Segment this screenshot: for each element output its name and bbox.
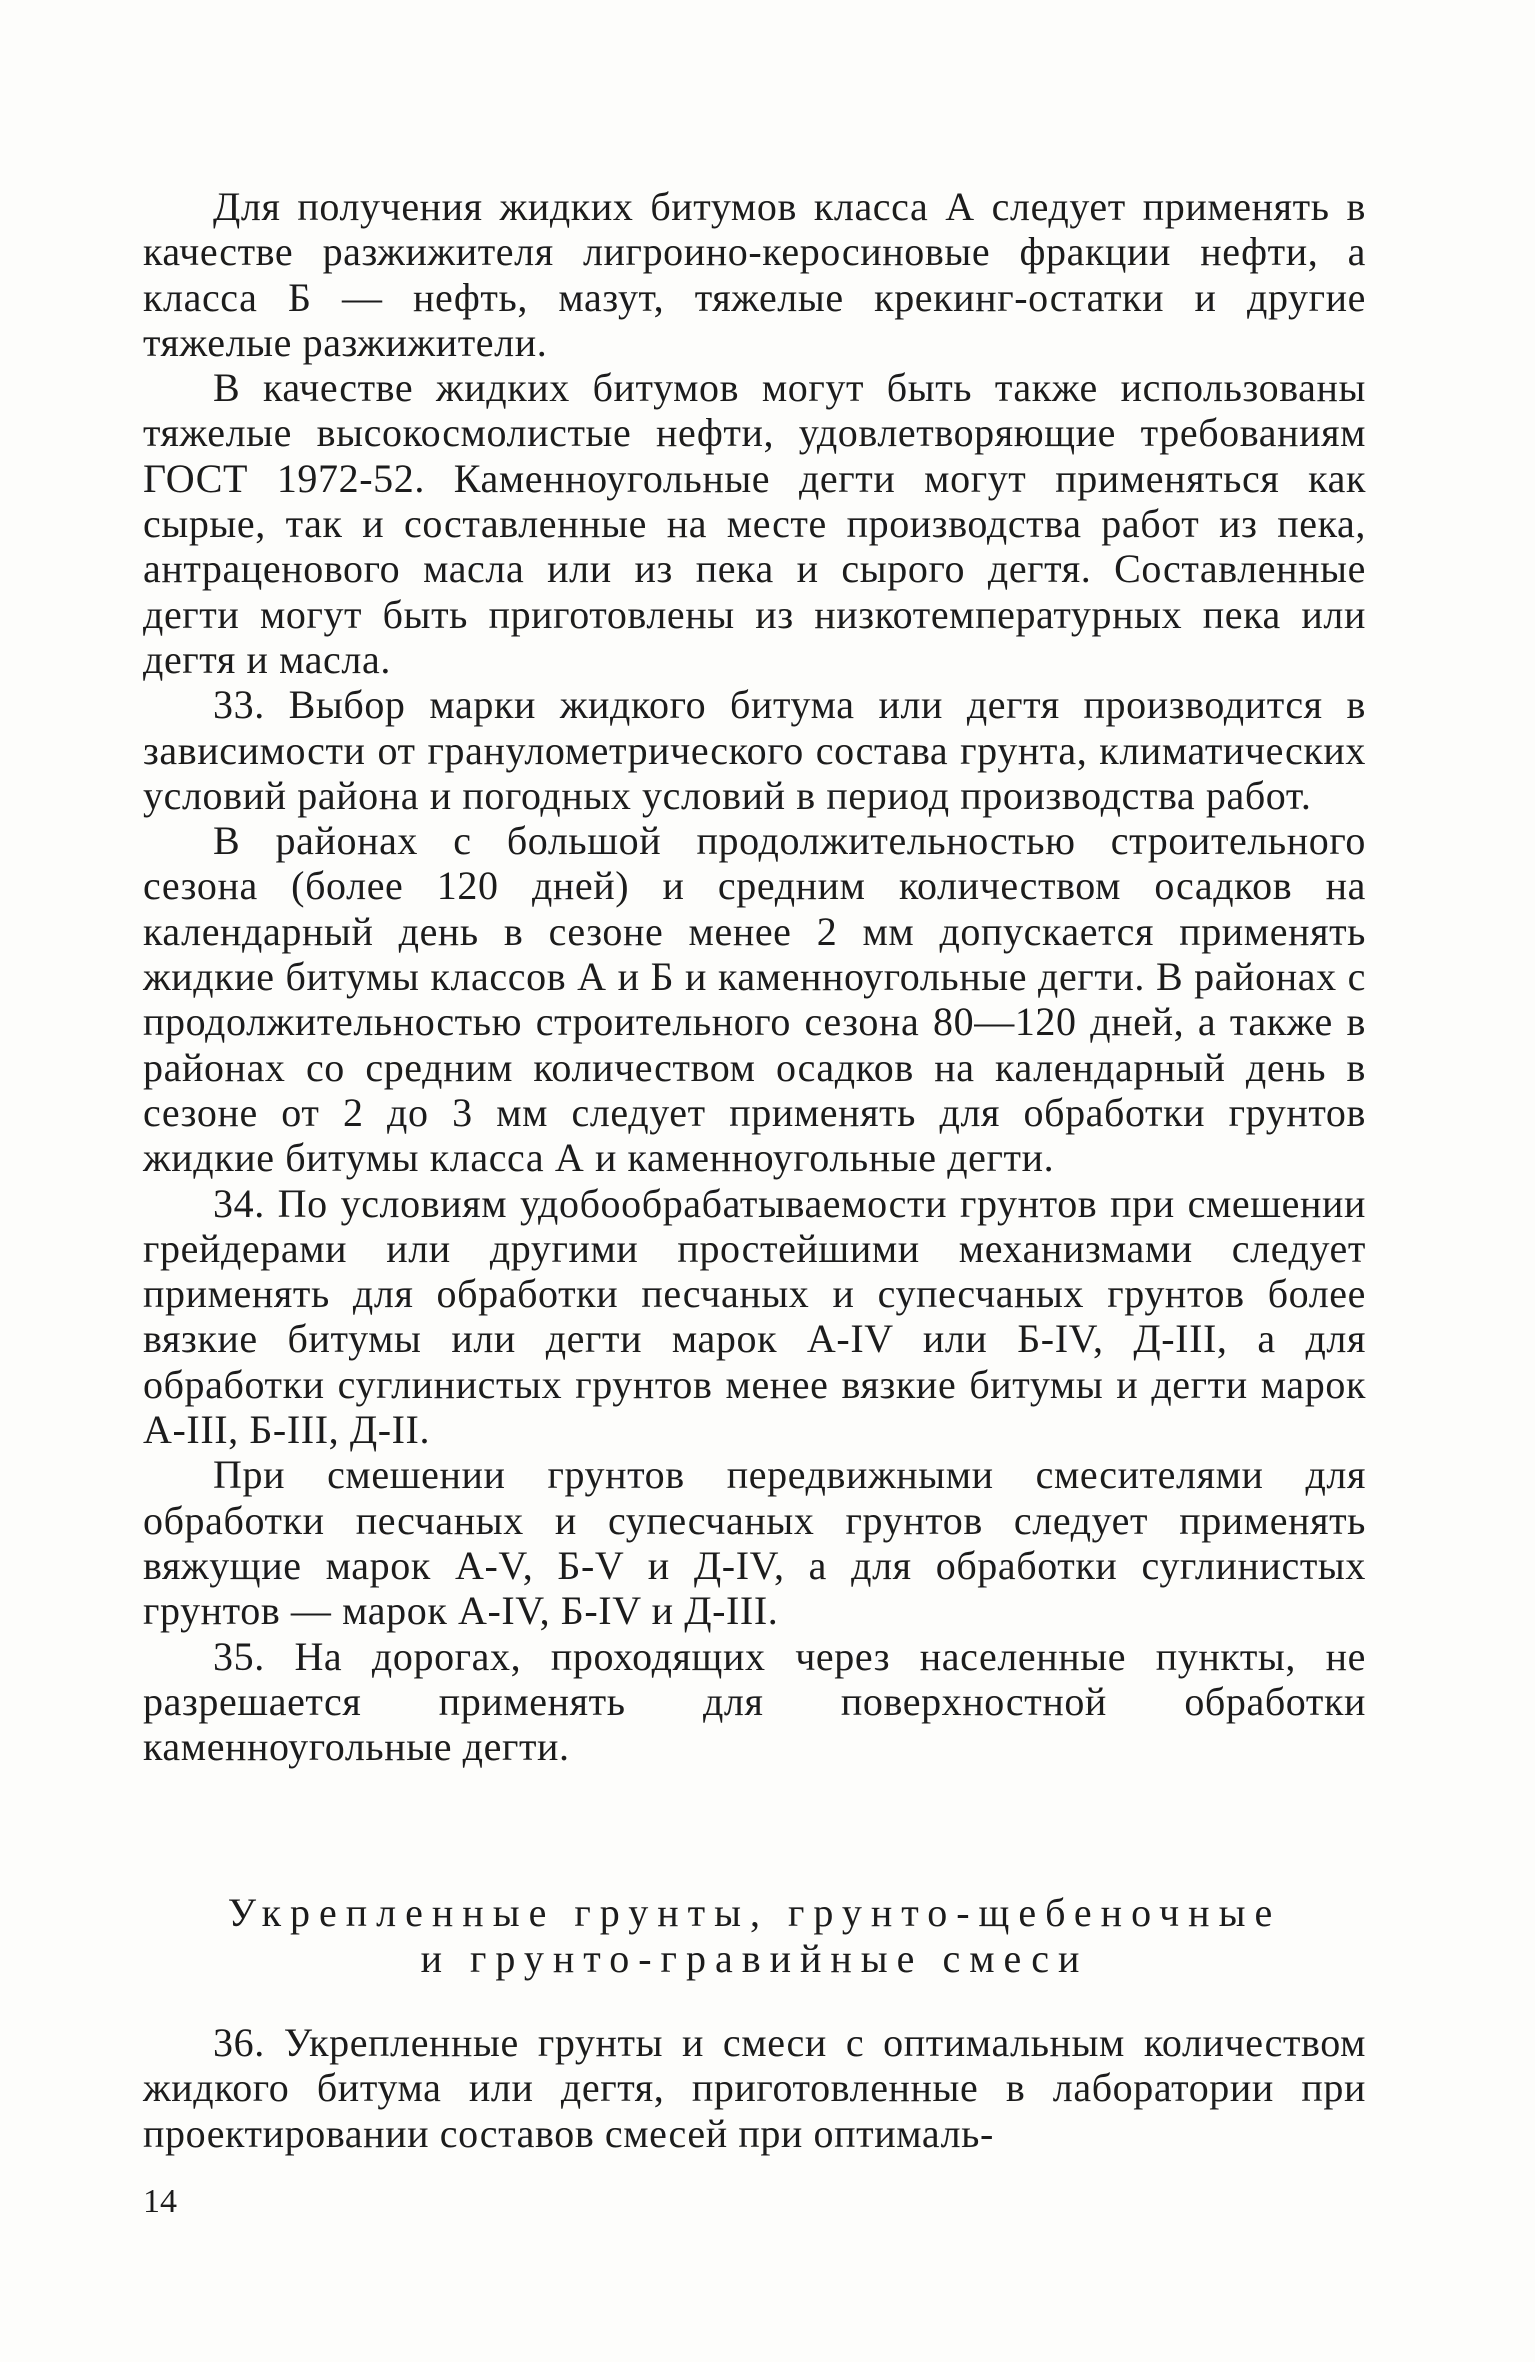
page-number: 14 xyxy=(143,2183,177,2220)
paragraph-regional-season: В районах с большой продолжительностью строительного сезона (более 120 дней) и средним количеством осадков на календарный день в сезоне менее 2 мм допускается применять жидкие битумы классов А и Б и каменноугольные дегти. В районах с продолжительностью строительного сезона 80—120 дней, а также в районах со средним количеством осадков на календарный день в сезоне от 2 до 3 мм следует применять для обработки грунтов жидкие битумы класса А и каменноугольные дегти. xyxy=(143,818,1366,1181)
section-heading-line-2: и грунто-гравийные смеси xyxy=(420,1936,1089,1981)
body-text-continued xyxy=(143,2020,1366,2156)
paragraph-liquid-bitumen-thinners: Для получения жидких битумов класса А следует применять в качестве разжижителя лигроино-керосиновые фракции нефти, а класса Б — нефть, мазут, тяжелые крекинг-остатки и другие тяжелые разжижители. xyxy=(143,184,1366,365)
section-heading-line-1: Укрепленные грунты, грунто-щебеночные xyxy=(227,1890,1282,1935)
paragraph-35-settlements: 35. На дорогах, проходящих через населенные пункты, не разрешается применять для поверхностной обработки каменноугольные дегти. xyxy=(143,1633,1366,1770)
paragraph-34-workability: 34. По условиям удобообрабатываемости грунтов при смешении грейдерами или другими простейшими механизмами следует применять для обработки песчаных и супесчаных грунтов более вязкие битумы или дегти марок А-IV или Б-IV, Д-III, а для обработки суглинистых грунтов менее вязкие битумы и дегти марок А-III, Б-III, Д-II. xyxy=(143,1180,1366,1453)
section-heading xyxy=(143,1890,1366,1982)
paragraph-mobile-mixers: При смешении грунтов передвижными смесителями для обработки песчаных и супесчаных грунтов следует применять вяжущие марок А-V, Б-V и Д-IV, а для обработки суглинистых грунтов — марок А-IV, Б-IV и Д-III. xyxy=(143,1452,1366,1634)
paragraph-33-grade-selection: 33. Выбор марки жидкого битума или дегтя производится в зависимости от гранулометрического состава грунта, климатических условий района и погодных условий в период производства работ. xyxy=(143,682,1366,818)
body-text xyxy=(143,184,1366,1769)
paragraph-36-reinforced-soils: 36. Укрепленные грунты и смеси с оптимальным количеством жидкого битума или дегтя, приготовленные в лаборатории при проектировании составов смесей при оптималь- xyxy=(143,2020,1366,2156)
paragraph-tars-and-oils: В качестве жидких битумов могут быть также использованы тяжелые высокосмолистые нефти, удовлетворяющие требованиям ГОСТ 1972-52. Каменноугольные дегти могут применяться как сырые, так и составленные на месте производства работ из пека, антраценового масла или из пека и сырого дегтя. Составленные дегти могут быть приготовлены из низкотемпературных пека или дегтя и масла. xyxy=(143,365,1366,682)
